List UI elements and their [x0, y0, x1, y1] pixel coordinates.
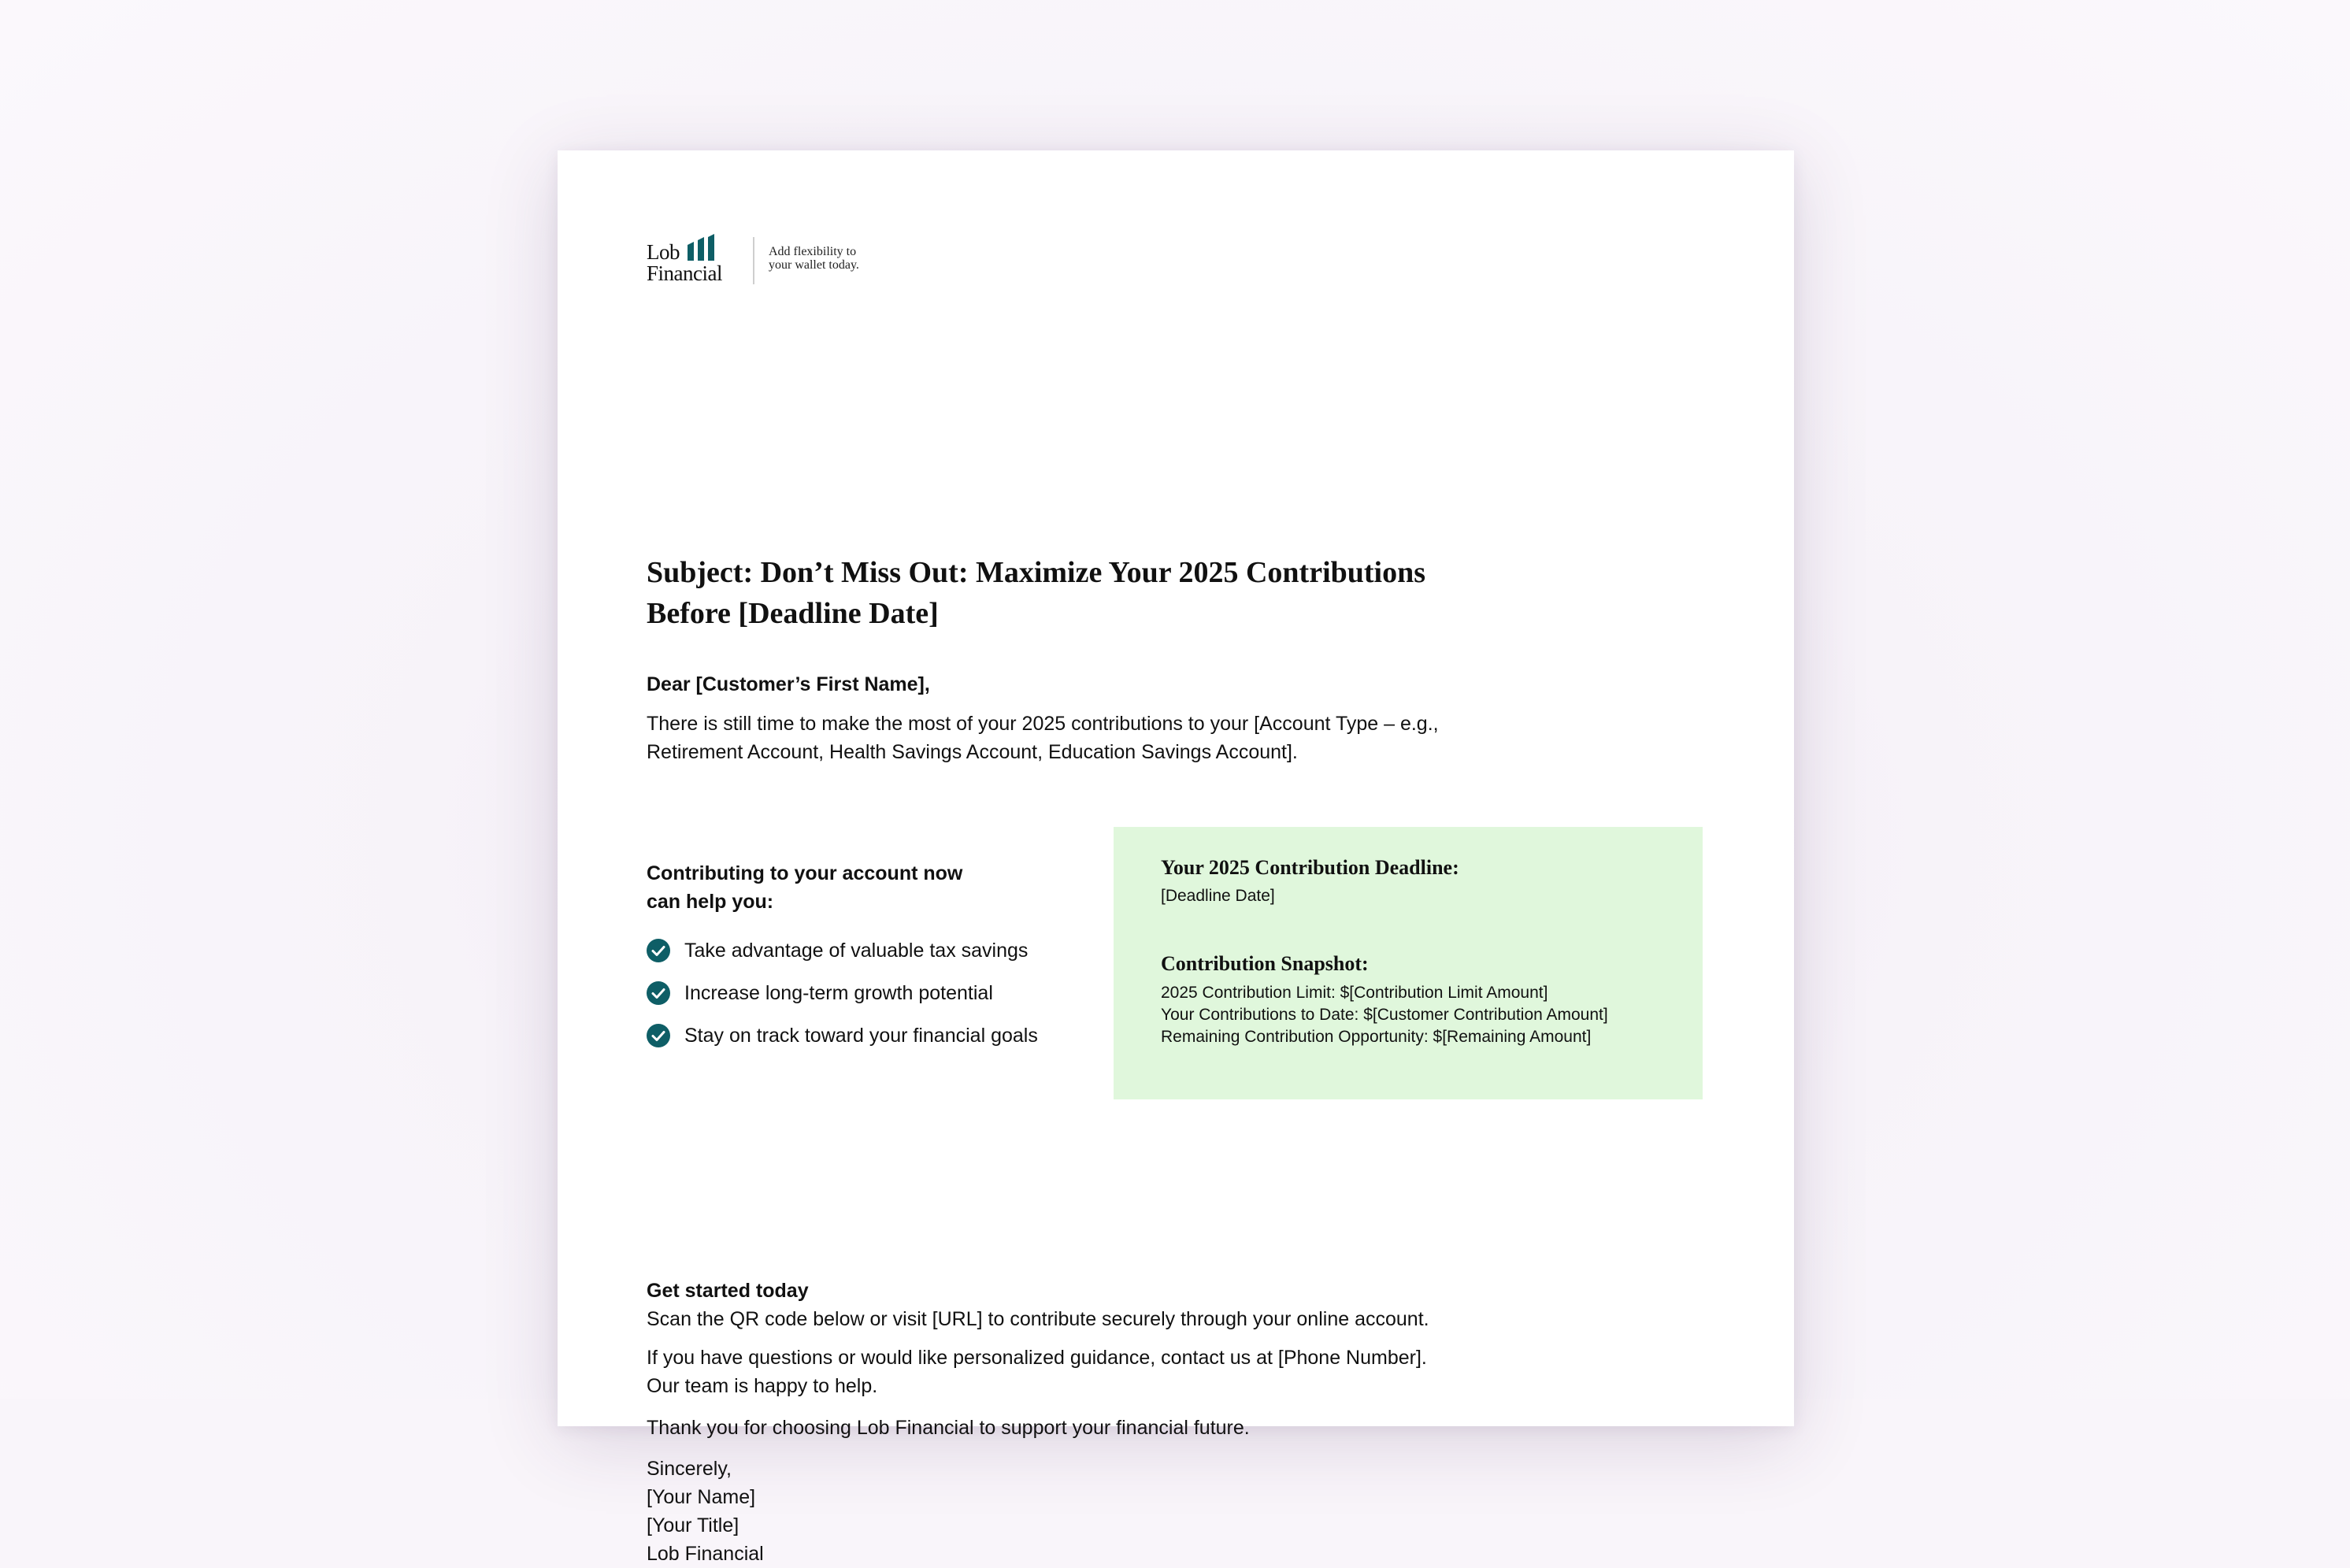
benefits-list [647, 936, 1038, 1064]
contribution-snapshot-box [1114, 827, 1703, 1099]
signature-name: [Your Name] [647, 1486, 756, 1508]
list-item [647, 1021, 1038, 1050]
logo-wordmark-line2: Financial [647, 261, 722, 285]
deadline-title: Your 2025 Contribution Deadline: [1161, 856, 1459, 879]
check-circle-icon [647, 981, 670, 1005]
benefit-text: Take advantage of valuable tax savings [684, 940, 1029, 962]
benefit-text: Increase long-term growth potential [684, 982, 993, 1004]
questions-line2: Our team is happy to help. [647, 1375, 878, 1397]
cta-heading: Get started today [647, 1280, 809, 1302]
letter-greeting: Dear [Customer’s First Name], [647, 673, 930, 695]
deadline-value: [Deadline Date] [1161, 887, 1275, 905]
questions-paragraph [647, 1344, 1592, 1400]
signature-block [647, 1455, 1592, 1568]
contribution-limit: 2025 Contribution Limit: $[Contribution Limit Amount] [1161, 984, 1548, 1002]
logo-bars-icon [686, 234, 721, 262]
logo-tagline [769, 245, 910, 272]
benefits-heading-line2: can help you: [647, 891, 774, 913]
contributions-to-date: Your Contributions to Date: $[Customer Contribution Amount] [1161, 1006, 1608, 1024]
check-circle-icon [647, 939, 670, 962]
logo-tagline-line2: your wallet today. [769, 258, 859, 272]
logo-wordmark-line1: Lob [647, 240, 680, 264]
letter-intro: There is still time to make the most of your 2025 contributions to your [Account Type – e.g., Retirement Account, Health Savings Account, Education Savings Account]. [647, 713, 1439, 763]
lob-financial-logo [647, 234, 914, 287]
thanks-paragraph: Thank you for choosing Lob Financial to support your financial future. [647, 1417, 1250, 1439]
letter-document [558, 150, 1794, 1565]
benefits-heading-line1: Contributing to your account now [647, 862, 963, 884]
list-item [647, 979, 1038, 1007]
letter-subject: Subject: Don’t Miss Out: Maximize Your 2025 Contributions Before [Deadline Date] [647, 556, 1426, 630]
cta-text: Scan the QR code below or visit [URL] to contribute securely through your online account. [647, 1308, 1429, 1330]
signature-title: [Your Title] [647, 1514, 739, 1536]
questions-line1: If you have questions or would like personalized guidance, contact us at [Phone Number]. [647, 1347, 1427, 1369]
remaining-opportunity: Remaining Contribution Opportunity: $[Remaining Amount] [1161, 1028, 1592, 1046]
signature-company: Lob Financial [647, 1543, 764, 1565]
snapshot-title: Contribution Snapshot: [1161, 952, 1369, 975]
benefits-heading [647, 859, 1001, 916]
logo-tagline-line1: Add flexibility to [769, 245, 857, 258]
list-item [647, 936, 1038, 965]
check-circle-icon [647, 1024, 670, 1047]
cta-section [647, 1277, 1592, 1333]
benefit-text: Stay on track toward your financial goals [684, 1025, 1038, 1047]
closing: Sincerely, [647, 1458, 732, 1480]
logo-divider [753, 237, 754, 284]
